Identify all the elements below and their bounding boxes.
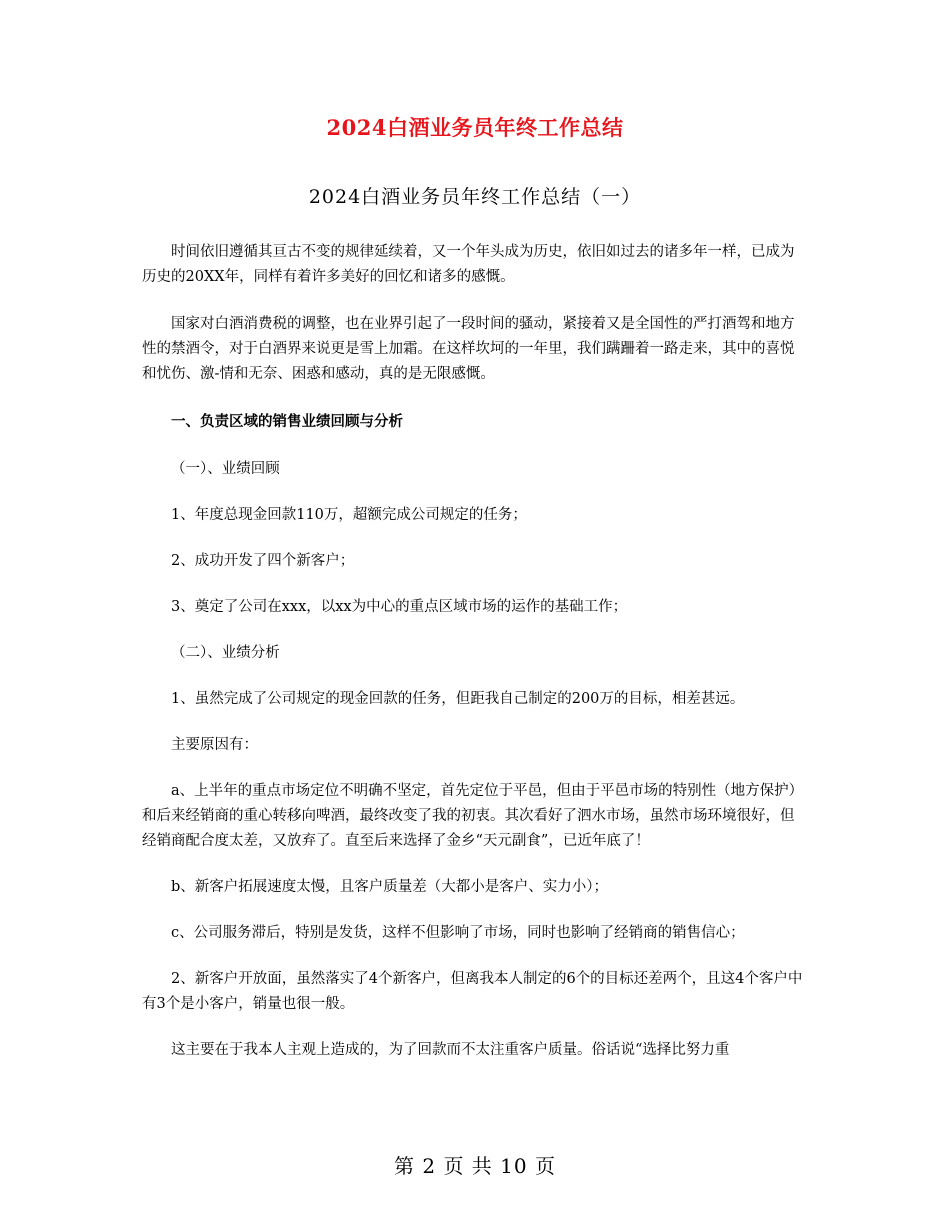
list-item: b、新客户拓展速度太慢，且客户质量差（大都小是客户、实力小）； [171, 879, 609, 895]
list-item: 2、新客户开放面，虽然落实了4个新客户，但离我本人制定的6个的目标还差两个，且这4个客户中有3个是小客户，销量也很一般。 [142, 971, 803, 1012]
document-body [142, 240, 808, 1084]
paragraph-conclusion: 这主要在于我本人主观上造成的，为了回款而不太注重客户质量。俗话说“选择比努力重 [171, 1042, 730, 1058]
list-item: 2、成功开发了四个新客户； [171, 553, 355, 569]
subsection-heading-analysis: （二）、业绩分析 [171, 645, 280, 661]
subsection-heading-review: （一）、业绩回顾 [171, 461, 280, 477]
page-footer: 第 2 页 共 10 页 [394, 1154, 556, 1178]
list-item: a、上半年的重点市场定位不明确不坚定，首先定位于平邑，但由于平邑市场的特别性（地方保护）和后来经销商的重心转移向啤酒，最终改变了我的初衷。其次看好了泗水市场，虽然市场环境很好，但经销商配合度太差，又放弃了。直至后来选择了金乡“天元副食”，已近年底了！ [142, 783, 804, 849]
paragraph-reasons-label: 主要原因有： [171, 737, 258, 753]
document-title: 2024白酒业务员年终工作总结 [326, 115, 624, 140]
list-item: 3、奠定了公司在xxx，以xx为中心的重点区域市场的运作的基础工作； [171, 599, 628, 615]
paragraph-context: 国家对白酒消费税的调整，也在业界引起了一段时间的骚动，紧接着又是全国性的严打酒驾和地方性的禁酒令，对于白酒界来说更是雪上加霜。在这样坎坷的一年里，我们蹒跚着一路走来，其中的喜悦和忧伤、激-情和无奈、困惑和感动，真的是无限感慨。 [142, 316, 795, 382]
list-item: c、公司服务滞后，特别是发货，这样不但影响了市场，同时也影响了经销商的销售信心； [171, 925, 745, 941]
section-heading: 一、负责区域的销售业绩回顾与分析 [171, 413, 403, 430]
list-item: 1、年度总现金回款110万，超额完成公司规定的任务； [171, 507, 527, 523]
document-subtitle: 2024白酒业务员年终工作总结（一） [308, 186, 642, 208]
paragraph-intro: 时间依旧遵循其亘古不变的规律延续着，又一个年头成为历史，依旧如过去的诸多年一样，已成为历史的20XX年，同样有着许多美好的回忆和诸多的感慨。 [142, 244, 795, 285]
list-item: 1、虽然完成了公司规定的现金回款的任务，但距我自己制定的200万的目标，相差甚远。 [171, 691, 745, 707]
